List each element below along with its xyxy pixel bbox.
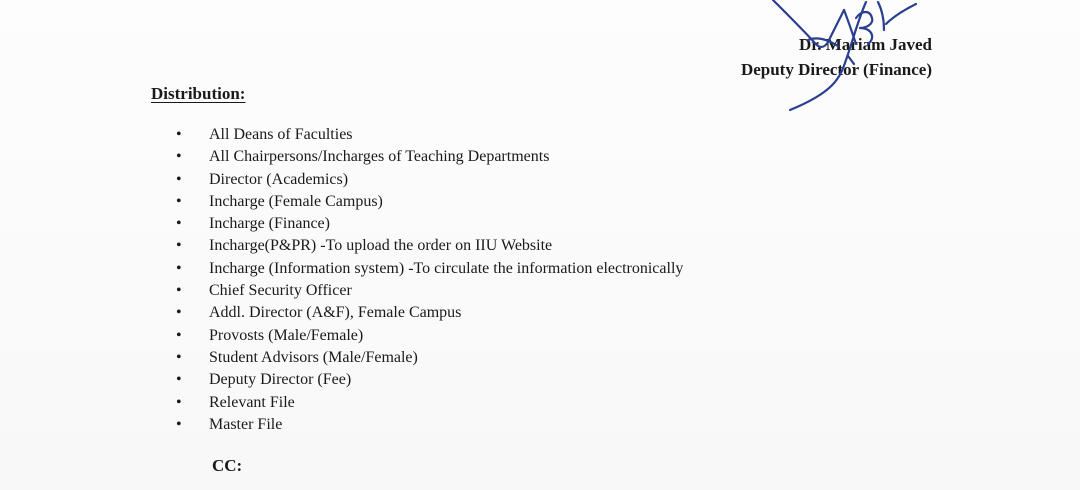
bullet-icon: • (176, 371, 182, 389)
list-item-text: Chief Security Officer (209, 282, 352, 300)
list-item (176, 124, 683, 146)
list-item-text: Incharge (Information system) -To circulate the information electronically (209, 259, 684, 277)
list-item (176, 325, 683, 347)
list-item (176, 392, 683, 414)
list-item-text: Master File (209, 415, 283, 433)
list-item-text: Incharge (Female Campus) (209, 192, 383, 210)
bullet-icon: • (176, 282, 182, 300)
list-item-text: All Deans of Faculties (209, 126, 353, 143)
bullet-icon: • (176, 326, 182, 344)
bullet-icon: • (176, 237, 182, 255)
signature-block (741, 32, 932, 82)
bullet-icon: • (176, 259, 182, 277)
bullet-icon: • (176, 415, 182, 433)
list-item (176, 302, 683, 324)
bullet-icon: • (176, 348, 182, 366)
list-item-text: Relevant File (209, 393, 295, 411)
list-item (176, 146, 683, 168)
list-item (176, 369, 683, 391)
list-item-text: Director (Academics) (209, 170, 349, 188)
distribution-list (176, 124, 683, 436)
list-item (176, 414, 683, 436)
cc-label: CC: (212, 456, 243, 475)
bullet-icon: • (176, 192, 182, 210)
list-item (176, 235, 683, 257)
bullet-icon: • (176, 215, 182, 233)
bullet-icon: • (176, 148, 182, 166)
list-item (176, 169, 683, 191)
list-item (176, 280, 683, 302)
signatory-name: Dr. Mariam Javed (799, 35, 932, 54)
bullet-icon: • (176, 393, 182, 411)
list-item-text: Deputy Director (Fee) (209, 371, 352, 389)
list-item (176, 347, 683, 369)
bullet-icon: • (176, 170, 182, 188)
list-item-text: Incharge(P&PR) -To upload the order on IIU Website (209, 237, 553, 255)
bullet-icon: • (176, 126, 182, 143)
list-item-text: Incharge (Finance) (209, 215, 330, 233)
bullet-icon: • (176, 304, 182, 322)
list-item-text: Provosts (Male/Female) (209, 326, 364, 344)
list-item (176, 213, 683, 235)
list-item-text: Student Advisors (Male/Female) (209, 348, 418, 366)
list-item-text: All Chairpersons/Incharges of Teaching Departments (209, 148, 550, 166)
distribution-heading: Distribution: (151, 84, 246, 103)
list-item-text: Addl. Director (A&F), Female Campus (209, 304, 462, 322)
list-item (176, 191, 683, 213)
list-item (176, 258, 683, 280)
signatory-designation: Deputy Director (Finance) (740, 60, 932, 79)
